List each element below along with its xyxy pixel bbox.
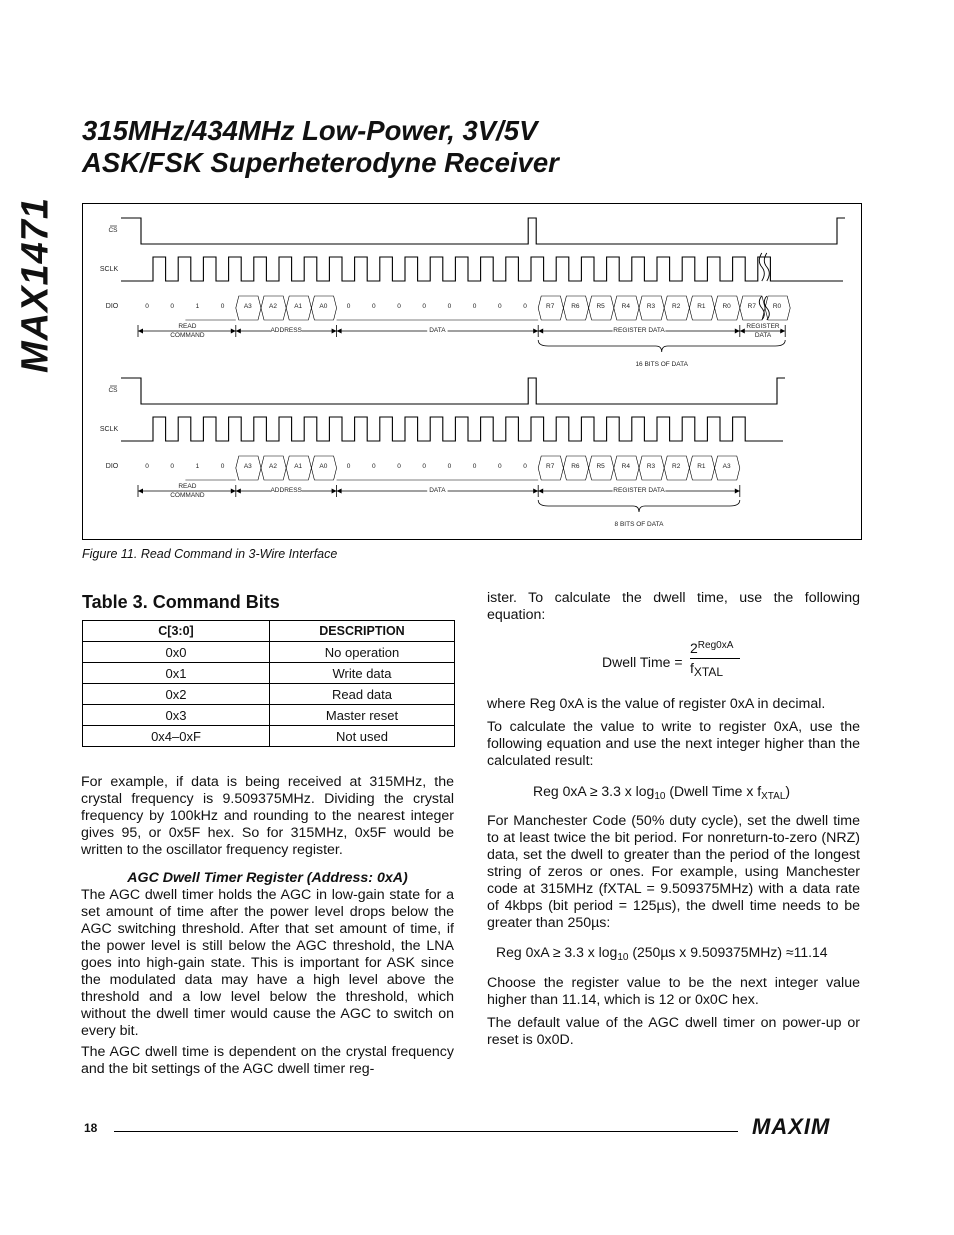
bits-brace — [538, 500, 740, 512]
equation-text: ) — [785, 783, 791, 799]
dio-bit-label: R2 — [672, 303, 681, 310]
title-line-1: 315MHz/434MHz Low-Power, 3V/5V — [82, 115, 538, 146]
dio-bit-label: 1 — [195, 463, 200, 470]
register-data-label: REGISTER DATA — [613, 327, 665, 334]
right-paragraph-3 — [487, 719, 860, 770]
paragraph: For example, if data is being received at 315MHz, the crystal frequency is 9.509375MHz. Dividing the crystal frequency by 100kHz and rounding to the nearest integer gives 95, or 0x5F hex. So for 315MHz, 0x5F would be written to the oscillator frequency register. — [81, 774, 454, 858]
register-data-label: DATA — [754, 332, 772, 339]
page-title — [82, 115, 902, 179]
paragraph: For Manchester Code (50% duty cycle), set the dwell time to at least twice the bit period. For nonreturn-to-zero (NRZ) data, set the dwell to greater than the period of the longest string of zeros or ones. For example, using Manchester code at 315MHz (fXTAL = 9.509375MHz) with a data rate of 4kbps (bit period = 125µs), the dwell time needs to be greater than 250µs: — [487, 813, 860, 931]
table-header-row — [83, 621, 455, 642]
command-bits-table — [82, 620, 455, 747]
footer-rule — [114, 1131, 738, 1132]
register-data-arrow-2-head-left — [740, 329, 745, 334]
table-cell: 0x3 — [83, 705, 270, 726]
table-cell: Read data — [270, 684, 455, 705]
break-mark — [759, 296, 764, 320]
cs-waveform — [121, 218, 845, 244]
read-command-arrow-head-left — [138, 489, 143, 494]
bits-brace — [538, 340, 785, 352]
table-row — [83, 663, 455, 684]
dio-bit-label: 0 — [397, 303, 401, 310]
dio-bit-label: 1 — [195, 303, 200, 310]
read-command-arrow-head-left — [138, 329, 143, 334]
table-row — [83, 705, 455, 726]
table-cell: 0x0 — [83, 642, 270, 663]
dio-bit-label: 0 — [422, 463, 427, 470]
dio-bit-label: R6 — [571, 463, 580, 470]
dio-bit-label: R1 — [697, 303, 706, 310]
fraction-denominator — [690, 658, 740, 679]
dio-bit-label: 0 — [346, 463, 351, 470]
equation-text: Reg 0xA ≥ 3.3 x log — [533, 783, 655, 799]
dwell-time-label: Dwell Time = — [602, 654, 683, 670]
side-part-number — [6, 197, 66, 373]
dio-bit-label: R0 — [772, 303, 782, 310]
equation-text: (250µs x 9.509375MHz) ≈11.14 — [628, 944, 828, 960]
equation-subscript: 10 — [617, 952, 629, 963]
cs-signal-label: CS — [108, 387, 118, 394]
dio-bit-label: R1 — [697, 463, 706, 470]
dwell-time-fraction — [690, 640, 740, 679]
bits-count-label: 16 BITS OF DATA — [635, 361, 688, 368]
denominator-base: f — [690, 660, 694, 676]
address-arrow-head-left — [236, 329, 241, 334]
right-paragraph-6 — [487, 1015, 860, 1049]
dio-bit-label: 0 — [472, 303, 477, 310]
address-arrow-head-right — [332, 329, 337, 334]
table-cell: 0x1 — [83, 663, 270, 684]
paragraph: The default value of the AGC dwell timer on power-up or reset is 0x0D. — [487, 1015, 860, 1048]
dio-bit-label: 0 — [371, 463, 376, 470]
table-title: Table 3. Command Bits — [82, 592, 280, 612]
equation-subscript: 10 — [654, 791, 666, 802]
page-number: 18 — [84, 1121, 98, 1135]
left-section — [81, 870, 454, 1040]
dio-bit-label: R7 — [747, 303, 756, 310]
dio-bit-label: A0 — [319, 463, 328, 470]
left-paragraph-1 — [81, 774, 454, 859]
figure-caption: Figure 11. Read Command in 3-Wire Interface — [82, 547, 338, 561]
register-data-arrow-head-right — [735, 329, 740, 334]
equation-2 — [533, 783, 790, 802]
address-arrow-head-left — [236, 489, 241, 494]
read-command-label: READ — [178, 323, 197, 330]
dio-bit-label: R6 — [571, 303, 580, 310]
paragraph: The AGC dwell time is dependent on the crystal frequency and the bit settings of the AGC dwell timer reg- — [81, 1044, 454, 1077]
maxim-logo: MAXIM — [752, 1114, 831, 1139]
sclk-waveform — [121, 257, 843, 281]
read-command-arrow-head-right — [231, 329, 236, 334]
dio-bit-label: R5 — [596, 303, 605, 310]
paragraph: where Reg 0xA is the value of register 0xA in decimal. — [487, 696, 826, 712]
paragraph: Choose the register value to be the next integer value higher than 11.14, which is 12 or 0x0C hex. — [487, 975, 860, 1008]
dio-bit-label: 0 — [497, 303, 502, 310]
register-data-arrow-head-left — [538, 329, 543, 334]
dio-bit-label: R0 — [722, 303, 731, 310]
data-label: DATA — [429, 487, 446, 494]
address-arrow-head-right — [332, 489, 337, 494]
dio-bit-label: R3 — [646, 303, 656, 310]
timing-diagram — [83, 204, 861, 539]
equation-3 — [496, 944, 828, 963]
cs-waveform — [121, 378, 785, 404]
table-row — [83, 642, 455, 663]
register-data-arrow-2-head-right — [780, 329, 785, 334]
dio-bit-label: A3 — [243, 463, 252, 470]
table-cell: Master reset — [270, 705, 455, 726]
address-label: ADDRESS — [270, 327, 302, 334]
dio-bit-label: 0 — [523, 303, 527, 310]
dio-bit-label: 0 — [447, 303, 452, 310]
read-command-label: COMMAND — [170, 332, 205, 339]
dio-signal-label: DIO — [105, 303, 119, 310]
bits-count-label: 8 BITS OF DATA — [614, 521, 664, 528]
equation-text: (Dwell Time x f — [665, 783, 762, 799]
register-data-arrow-head-right — [735, 489, 740, 494]
data-label: DATA — [429, 327, 446, 334]
dio-bit-label: 0 — [472, 463, 477, 470]
right-paragraph-4 — [487, 813, 860, 932]
dio-bit-label: 0 — [346, 303, 351, 310]
dio-bit-label: 0 — [145, 463, 149, 470]
address-label: ADDRESS — [270, 487, 302, 494]
dio-bit-label: A1 — [294, 303, 303, 310]
read-command-label: READ — [178, 483, 197, 490]
dio-bit-label: A3 — [722, 463, 731, 470]
dio-bit-label: R3 — [646, 463, 656, 470]
dio-bit-label: R4 — [621, 463, 630, 470]
left-paragraph-3 — [81, 1044, 454, 1078]
dio-bit-label: 0 — [220, 303, 225, 310]
dio-signal-label: DIO — [105, 463, 119, 470]
register-data-label: REGISTER DATA — [613, 487, 665, 494]
title-line-2: ASK/FSK Superheterodyne Receiver — [82, 147, 559, 178]
sclk-signal-label: SCLK — [99, 266, 119, 273]
dio-bit-label: R7 — [546, 463, 555, 470]
denominator-subscript: XTAL — [693, 665, 724, 679]
table-cell: 0x2 — [83, 684, 270, 705]
paragraph: To calculate the value to write to register 0xA, use the following equation and use the next integer higher than the calculated result: — [487, 719, 860, 769]
data-arrow-head-right — [533, 489, 538, 494]
dio-bit-label: A1 — [294, 463, 303, 470]
table-row — [83, 684, 455, 705]
dio-bit-label: 0 — [170, 303, 175, 310]
data-arrow-head-right — [533, 329, 538, 334]
dio-bit-label: 0 — [371, 303, 376, 310]
read-command-label: COMMAND — [170, 492, 205, 499]
register-data-arrow-head-left — [538, 489, 543, 494]
dio-bit-label: 0 — [447, 463, 452, 470]
dio-bit-label: A2 — [269, 463, 277, 470]
dio-bit-label: 0 — [422, 303, 427, 310]
table-cell: Write data — [270, 663, 455, 684]
equation-subscript: XTAL — [761, 791, 786, 802]
dio-bit-label: 0 — [170, 463, 175, 470]
dio-bit-label: R4 — [621, 303, 630, 310]
cs-signal-label: CS — [108, 227, 118, 234]
right-paragraph-1 — [487, 590, 860, 624]
right-paragraph-2 — [487, 696, 860, 713]
dio-bit-label: R5 — [596, 463, 605, 470]
dio-bit-label: 0 — [220, 463, 225, 470]
sclk-waveform — [121, 417, 783, 441]
numerator-exponent: Reg0xA — [697, 640, 734, 651]
dio-bit-label: R7 — [546, 303, 555, 310]
timing-diagram-figure — [82, 203, 862, 540]
dio-bit-label: 0 — [145, 303, 149, 310]
dio-bit-label: 0 — [523, 463, 527, 470]
table-cell: No operation — [270, 642, 455, 663]
fraction-numerator — [690, 640, 740, 658]
dio-bit-label: A3 — [243, 303, 252, 310]
table-header: DESCRIPTION — [270, 621, 455, 642]
dio-bit-label: 0 — [497, 463, 502, 470]
dio-bit-label: A0 — [319, 303, 328, 310]
table-row — [83, 726, 455, 747]
data-arrow-head-left — [337, 329, 342, 334]
section-heading: AGC Dwell Timer Register (Address: 0xA) — [127, 870, 408, 886]
part-number-text: MAX1471 — [14, 197, 57, 373]
equation-text: Reg 0xA ≥ 3.3 x log — [496, 944, 618, 960]
table-cell: 0x4–0xF — [83, 726, 270, 747]
register-data-label: REGISTER — [746, 323, 780, 330]
dio-bit-label: R2 — [672, 463, 681, 470]
table-cell: Not used — [270, 726, 455, 747]
paragraph: ister. To calculate the dwell time, use the following equation: — [487, 590, 860, 623]
sclk-signal-label: SCLK — [99, 426, 119, 433]
right-paragraph-5 — [487, 975, 860, 1009]
table-header: C[3:0] — [83, 621, 270, 642]
paragraph: The AGC dwell timer holds the AGC in low-gain state for a set amount of time after the power level drops below the AGC switching threshold. After that set amount of time, if the power level is still below the AGC threshold, the LNA goes into high-gain state. This is important for ASK since the modulated data may have a high level above the threshold and a low level below the threshold, which without the dwell timer would cause the AGC to switch on every bit. — [81, 887, 454, 1039]
read-command-arrow-head-right — [231, 489, 236, 494]
numerator-base: 2 — [690, 640, 698, 656]
dio-bit-label: A2 — [269, 303, 277, 310]
dio-bit-label: 0 — [397, 463, 401, 470]
data-arrow-head-left — [337, 489, 342, 494]
